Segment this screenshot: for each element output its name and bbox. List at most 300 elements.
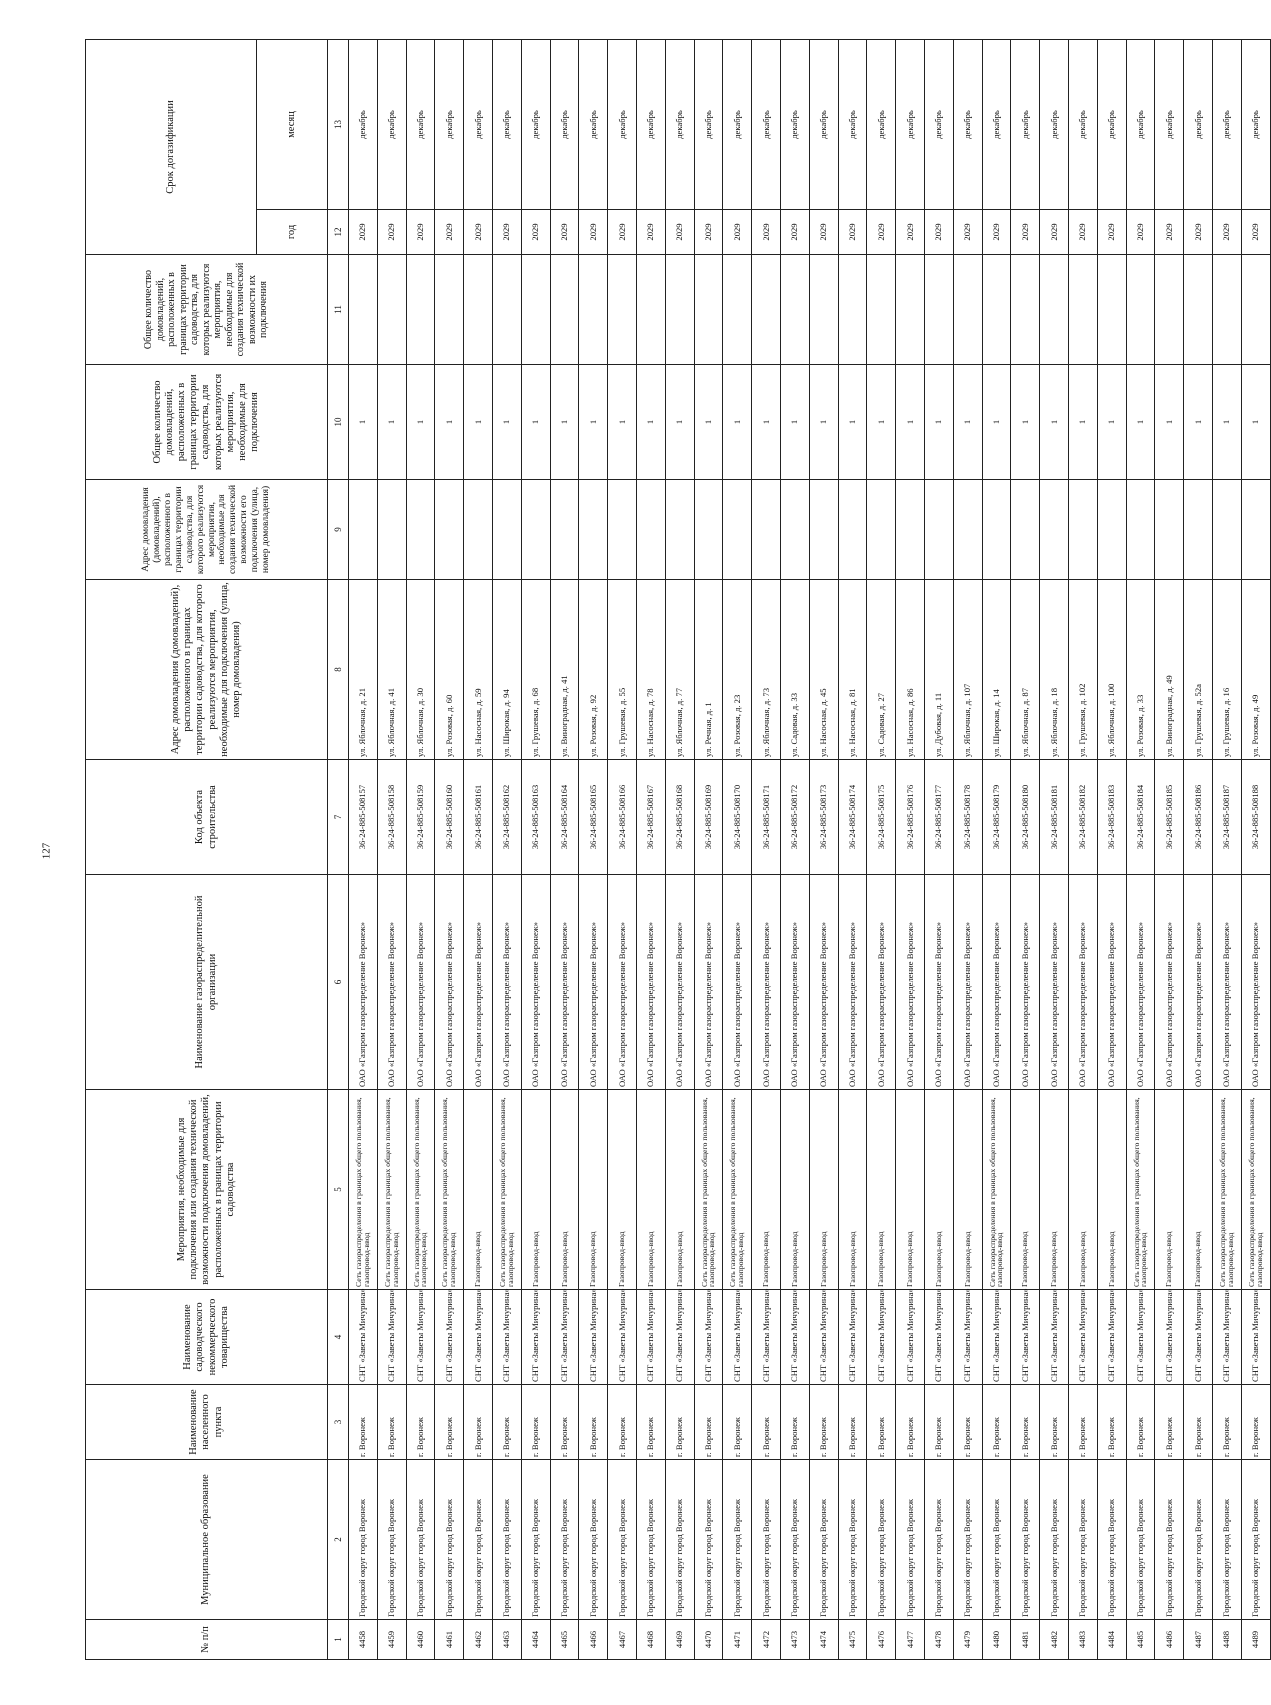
table-header — [86, 39, 349, 1659]
cell-object-code: 36-24-885-508157 — [349, 760, 378, 875]
cell-number: 4483 — [1068, 1620, 1097, 1660]
cell-object-code: 36-24-885-508169 — [694, 760, 723, 875]
cell-gas-org: ОАО «Газпром газораспределение Воронеж» — [665, 875, 694, 1090]
cell-event: Газопровод-ввод — [665, 1090, 694, 1290]
cell-gas-org: ОАО «Газпром газораспределение Воронеж» — [636, 875, 665, 1090]
cell-count-tech — [838, 255, 867, 365]
cell-settlement: г. Воронеж — [1212, 1385, 1241, 1460]
cell-number: 4467 — [608, 1620, 637, 1660]
cell-month: декабрь — [1155, 39, 1184, 209]
cell-settlement: г. Воронеж — [464, 1385, 493, 1460]
cell-year: 2029 — [377, 210, 406, 255]
cell-address: ул. Насосная, д. 45 — [809, 580, 838, 760]
cell-object-code: 36-24-885-508168 — [665, 760, 694, 875]
cell-address: ул. Яблочная, д. 41 — [377, 580, 406, 760]
cell-count-tech — [1155, 255, 1184, 365]
cell-settlement: г. Воронеж — [1097, 1385, 1126, 1460]
cell-municipality: Городской округ город Воронеж — [1184, 1460, 1213, 1620]
cell-count-tech — [982, 255, 1011, 365]
cell-count-tech — [1184, 255, 1213, 365]
cell-month: декабрь — [896, 39, 925, 209]
cell-count-tech — [579, 255, 608, 365]
cell-gas-org: ОАО «Газпром газораспределение Воронеж» — [723, 875, 752, 1090]
cell-object-code: 36-24-885-508184 — [1126, 760, 1155, 875]
cell-settlement: г. Воронеж — [1040, 1385, 1069, 1460]
table-row — [636, 39, 665, 1659]
cell-event: Сеть газораспределения в границах общего пользования, газопровод-ввод — [406, 1090, 435, 1290]
cell-event: Газопровод-ввод — [924, 1090, 953, 1290]
cell-municipality: Городской округ город Воронеж — [665, 1460, 694, 1620]
cell-count-connection: 1 — [867, 365, 896, 480]
cell-count-tech — [636, 255, 665, 365]
cell-municipality: Городской округ город Воронеж — [1097, 1460, 1126, 1620]
cell-number: 4474 — [809, 1620, 838, 1660]
table-row — [665, 39, 694, 1659]
cell-count-connection: 1 — [406, 365, 435, 480]
cell-gas-org: ОАО «Газпром газораспределение Воронеж» — [521, 875, 550, 1090]
cell-count-tech — [550, 255, 579, 365]
cell-address: ул. Широкая, д. 94 — [492, 580, 521, 760]
cell-count-tech — [1241, 255, 1270, 365]
cell-address-tech — [464, 480, 493, 580]
table-row — [1126, 39, 1155, 1659]
cell-settlement: г. Воронеж — [1241, 1385, 1270, 1460]
cell-object-code: 36-24-885-508162 — [492, 760, 521, 875]
cell-object-code: 36-24-885-508179 — [982, 760, 1011, 875]
cell-address: ул. Насосная, д. 81 — [838, 580, 867, 760]
table-row — [896, 39, 925, 1659]
cell-settlement: г. Воронеж — [608, 1385, 637, 1460]
rotated-table-container — [85, 40, 1264, 1660]
cell-address: ул. Виноградная, д. 41 — [550, 580, 579, 760]
column-number: 7 — [328, 760, 349, 875]
cell-object-code: 36-24-885-508187 — [1212, 760, 1241, 875]
cell-snt: СНТ «Заветы Мичурина» — [492, 1290, 521, 1385]
cell-object-code: 36-24-885-508177 — [924, 760, 953, 875]
cell-object-code: 36-24-885-508163 — [521, 760, 550, 875]
cell-year: 2029 — [1040, 210, 1069, 255]
column-number: 4 — [328, 1290, 349, 1385]
cell-year: 2029 — [636, 210, 665, 255]
cell-address: ул. Грушевая, д. 52а — [1184, 580, 1213, 760]
cell-address-tech — [1011, 480, 1040, 580]
cell-snt: СНТ «Заветы Мичурина» — [752, 1290, 781, 1385]
cell-event: Сеть газораспределения в границах общего пользования, газопровод-ввод — [1241, 1090, 1270, 1290]
cell-year: 2029 — [953, 210, 982, 255]
cell-event: Сеть газораспределения в границах общего пользования, газопровод-ввод — [1126, 1090, 1155, 1290]
table-row — [982, 39, 1011, 1659]
cell-settlement: г. Воронеж — [982, 1385, 1011, 1460]
cell-object-code: 36-24-885-508166 — [608, 760, 637, 875]
cell-number: 4460 — [406, 1620, 435, 1660]
cell-address-tech — [752, 480, 781, 580]
cell-year: 2029 — [492, 210, 521, 255]
cell-object-code: 36-24-885-508185 — [1155, 760, 1184, 875]
cell-address: ул. Яблочная, д. 73 — [752, 580, 781, 760]
cell-year: 2029 — [521, 210, 550, 255]
cell-count-connection: 1 — [809, 365, 838, 480]
cell-address: ул. Яблочная, д. 77 — [665, 580, 694, 760]
cell-address: ул. Грушевая, д. 16 — [1212, 580, 1241, 760]
column-number: 12 — [328, 210, 349, 255]
cell-address: ул. Грушевая, д. 68 — [521, 580, 550, 760]
cell-count-connection: 1 — [1068, 365, 1097, 480]
header-col-1: № п/п — [86, 1620, 328, 1660]
cell-month: декабрь — [349, 39, 378, 209]
cell-settlement: г. Воронеж — [896, 1385, 925, 1460]
cell-address: ул. Яблочная, д. 21 — [349, 580, 378, 760]
cell-snt: СНТ «Заветы Мичурина» — [924, 1290, 953, 1385]
cell-settlement: г. Воронеж — [636, 1385, 665, 1460]
cell-month: декабрь — [1097, 39, 1126, 209]
cell-month: декабрь — [1184, 39, 1213, 209]
cell-municipality: Городской округ город Воронеж — [349, 1460, 378, 1620]
cell-object-code: 36-24-885-508165 — [579, 760, 608, 875]
cell-address-tech — [896, 480, 925, 580]
cell-gas-org: ОАО «Газпром газораспределение Воронеж» — [1040, 875, 1069, 1090]
cell-gas-org: ОАО «Газпром газораспределение Воронеж» — [752, 875, 781, 1090]
table-row — [377, 39, 406, 1659]
cell-count-connection: 1 — [550, 365, 579, 480]
cell-month: декабрь — [492, 39, 521, 209]
cell-event: Сеть газораспределения в границах общего пользования, газопровод-ввод — [982, 1090, 1011, 1290]
cell-snt: СНТ «Заветы Мичурина» — [377, 1290, 406, 1385]
column-number: 9 — [328, 480, 349, 580]
cell-number: 4465 — [550, 1620, 579, 1660]
cell-address: ул. Садовая, д. 27 — [867, 580, 896, 760]
cell-count-tech — [867, 255, 896, 365]
cell-address-tech — [1097, 480, 1126, 580]
cell-address: ул. Розовая, д. 92 — [579, 580, 608, 760]
cell-municipality: Городской округ город Воронеж — [694, 1460, 723, 1620]
cell-snt: СНТ «Заветы Мичурина» — [953, 1290, 982, 1385]
cell-count-tech — [896, 255, 925, 365]
cell-address-tech — [349, 480, 378, 580]
header-col-5: Мероприятия, необходимые для подключения или создания технической возможности подключения домовладений, расположенных в границах территории садоводства — [86, 1090, 328, 1290]
cell-address: ул. Розовая, д. 23 — [723, 580, 752, 760]
cell-number: 4479 — [953, 1620, 982, 1660]
cell-snt: СНТ «Заветы Мичурина» — [579, 1290, 608, 1385]
cell-address: ул. Грушевая, д. 102 — [1068, 580, 1097, 760]
column-number: 3 — [328, 1385, 349, 1460]
cell-settlement: г. Воронеж — [924, 1385, 953, 1460]
cell-event: Сеть газораспределения в границах общего пользования, газопровод-ввод — [492, 1090, 521, 1290]
cell-address-tech — [1040, 480, 1069, 580]
cell-address-tech — [636, 480, 665, 580]
cell-number: 4462 — [464, 1620, 493, 1660]
cell-gas-org: ОАО «Газпром газораспределение Воронеж» — [809, 875, 838, 1090]
cell-object-code: 36-24-885-508171 — [752, 760, 781, 875]
cell-count-tech — [723, 255, 752, 365]
cell-year: 2029 — [1126, 210, 1155, 255]
cell-month: декабрь — [435, 39, 464, 209]
cell-municipality: Городской округ город Воронеж — [1040, 1460, 1069, 1620]
gasification-table — [85, 39, 1271, 1660]
cell-count-tech — [377, 255, 406, 365]
table-row — [521, 39, 550, 1659]
table-row — [1040, 39, 1069, 1659]
cell-month: декабрь — [924, 39, 953, 209]
cell-municipality: Городской округ город Воронеж — [1155, 1460, 1184, 1620]
cell-snt: СНТ «Заветы Мичурина» — [780, 1290, 809, 1385]
cell-object-code: 36-24-885-508170 — [723, 760, 752, 875]
cell-month: декабрь — [982, 39, 1011, 209]
cell-municipality: Городской округ город Воронеж — [809, 1460, 838, 1620]
cell-gas-org: ОАО «Газпром газораспределение Воронеж» — [406, 875, 435, 1090]
cell-count-tech — [492, 255, 521, 365]
header-col-2: Муниципальное образование — [86, 1460, 328, 1620]
cell-event: Газопровод-ввод — [1184, 1090, 1213, 1290]
cell-event: Сеть газораспределения в границах общего пользования, газопровод-ввод — [435, 1090, 464, 1290]
cell-address: ул. Насосная, д. 59 — [464, 580, 493, 760]
cell-count-connection: 1 — [377, 365, 406, 480]
table-body — [349, 39, 1271, 1659]
cell-count-tech — [1212, 255, 1241, 365]
cell-object-code: 36-24-885-508186 — [1184, 760, 1213, 875]
cell-count-tech — [953, 255, 982, 365]
cell-number: 4468 — [636, 1620, 665, 1660]
cell-object-code: 36-24-885-508167 — [636, 760, 665, 875]
cell-number: 4488 — [1212, 1620, 1241, 1660]
cell-gas-org: ОАО «Газпром газораспределение Воронеж» — [1155, 875, 1184, 1090]
cell-count-tech — [521, 255, 550, 365]
cell-count-tech — [694, 255, 723, 365]
table-row — [924, 39, 953, 1659]
cell-object-code: 36-24-885-508188 — [1241, 760, 1270, 875]
cell-month: декабрь — [636, 39, 665, 209]
cell-event: Газопровод-ввод — [752, 1090, 781, 1290]
cell-snt: СНТ «Заветы Мичурина» — [550, 1290, 579, 1385]
cell-settlement: г. Воронеж — [1184, 1385, 1213, 1460]
cell-settlement: г. Воронеж — [867, 1385, 896, 1460]
cell-address: ул. Насосная, д. 86 — [896, 580, 925, 760]
cell-gas-org: ОАО «Газпром газораспределение Воронеж» — [953, 875, 982, 1090]
cell-municipality: Городской округ город Воронеж — [1126, 1460, 1155, 1620]
cell-count-connection: 1 — [636, 365, 665, 480]
cell-snt: СНТ «Заветы Мичурина» — [435, 1290, 464, 1385]
cell-event: Сеть газораспределения в границах общего пользования, газопровод-ввод — [377, 1090, 406, 1290]
cell-event: Газопровод-ввод — [780, 1090, 809, 1290]
cell-snt: СНТ «Заветы Мичурина» — [1126, 1290, 1155, 1385]
cell-month: декабрь — [867, 39, 896, 209]
header-col-6: Наименование газораспределительной организации — [86, 875, 328, 1090]
cell-snt: СНТ «Заветы Мичурина» — [723, 1290, 752, 1385]
cell-object-code: 36-24-885-508178 — [953, 760, 982, 875]
cell-settlement: г. Воронеж — [665, 1385, 694, 1460]
column-number: 13 — [328, 39, 349, 209]
cell-municipality: Городской округ город Воронеж — [1212, 1460, 1241, 1620]
cell-settlement: г. Воронеж — [1011, 1385, 1040, 1460]
cell-municipality: Городской округ город Воронеж — [924, 1460, 953, 1620]
cell-year: 2029 — [1068, 210, 1097, 255]
header-month: месяц — [257, 39, 328, 209]
cell-address: ул. Яблочная, д. 100 — [1097, 580, 1126, 760]
cell-address: ул. Речная, д. 1 — [694, 580, 723, 760]
table-row — [492, 39, 521, 1659]
cell-municipality: Городской округ город Воронеж — [492, 1460, 521, 1620]
table-row — [349, 39, 378, 1659]
cell-municipality: Городской округ город Воронеж — [636, 1460, 665, 1620]
cell-number: 4487 — [1184, 1620, 1213, 1660]
cell-count-tech — [665, 255, 694, 365]
cell-snt: СНТ «Заветы Мичурина» — [521, 1290, 550, 1385]
table-row — [464, 39, 493, 1659]
cell-municipality: Городской округ город Воронеж — [780, 1460, 809, 1620]
cell-settlement: г. Воронеж — [838, 1385, 867, 1460]
cell-event: Газопровод-ввод — [550, 1090, 579, 1290]
cell-settlement: г. Воронеж — [406, 1385, 435, 1460]
column-number: 2 — [328, 1460, 349, 1620]
cell-object-code: 36-24-885-508173 — [809, 760, 838, 875]
cell-address: ул. Яблочная, д. 30 — [406, 580, 435, 760]
header-col-3: Наименование населенного пункта — [86, 1385, 328, 1460]
cell-number: 4472 — [752, 1620, 781, 1660]
cell-number: 4481 — [1011, 1620, 1040, 1660]
cell-year: 2029 — [550, 210, 579, 255]
cell-address-tech — [406, 480, 435, 580]
cell-address-tech — [780, 480, 809, 580]
cell-address-tech — [867, 480, 896, 580]
cell-event: Газопровод-ввод — [809, 1090, 838, 1290]
cell-gas-org: ОАО «Газпром газораспределение Воронеж» — [1011, 875, 1040, 1090]
cell-count-connection: 1 — [752, 365, 781, 480]
cell-object-code: 36-24-885-508159 — [406, 760, 435, 875]
cell-municipality: Городской округ город Воронеж — [608, 1460, 637, 1620]
cell-month: декабрь — [1040, 39, 1069, 209]
cell-month: декабрь — [608, 39, 637, 209]
table-row — [435, 39, 464, 1659]
cell-year: 2029 — [1212, 210, 1241, 255]
cell-settlement: г. Воронеж — [521, 1385, 550, 1460]
cell-year: 2029 — [406, 210, 435, 255]
cell-month: декабрь — [752, 39, 781, 209]
cell-month: декабрь — [809, 39, 838, 209]
cell-settlement: г. Воронеж — [349, 1385, 378, 1460]
cell-gas-org: ОАО «Газпром газораспределение Воронеж» — [982, 875, 1011, 1090]
cell-number: 4473 — [780, 1620, 809, 1660]
cell-municipality: Городской округ город Воронеж — [1068, 1460, 1097, 1620]
cell-count-connection: 1 — [838, 365, 867, 480]
cell-object-code: 36-24-885-508181 — [1040, 760, 1069, 875]
cell-gas-org: ОАО «Газпром газораспределение Воронеж» — [579, 875, 608, 1090]
cell-address-tech — [953, 480, 982, 580]
cell-snt: СНТ «Заветы Мичурина» — [665, 1290, 694, 1385]
cell-month: декабрь — [579, 39, 608, 209]
cell-number: 4476 — [867, 1620, 896, 1660]
cell-gas-org: ОАО «Газпром газораспределение Воронеж» — [694, 875, 723, 1090]
table-row — [550, 39, 579, 1659]
cell-year: 2029 — [809, 210, 838, 255]
header-col-11: Общее количество домовладений, расположенных в границах территории садоводства, для которых реализуются мероприятия, необходимые для создания технической возможности их подключения — [86, 255, 328, 365]
cell-gas-org: ОАО «Газпром газораспределение Воронеж» — [1212, 875, 1241, 1090]
column-number: 1 — [328, 1620, 349, 1660]
table-row — [867, 39, 896, 1659]
cell-address: ул. Розовая, д. 49 — [1241, 580, 1270, 760]
cell-snt: СНТ «Заветы Мичурина» — [1241, 1290, 1270, 1385]
cell-address-tech — [579, 480, 608, 580]
cell-count-connection: 1 — [349, 365, 378, 480]
cell-settlement: г. Воронеж — [1126, 1385, 1155, 1460]
cell-settlement: г. Воронеж — [1068, 1385, 1097, 1460]
column-number: 6 — [328, 875, 349, 1090]
cell-settlement: г. Воронеж — [752, 1385, 781, 1460]
header-col-8: Адрес домовладения (домовладений), расположенного в границах территории садоводства, для которого реализуются мероприятия, необходимые для подключения (улица, номер домовладения) — [86, 580, 328, 760]
header-col-4: Наименование садоводческого некоммерческого товарищества — [86, 1290, 328, 1385]
cell-event: Газопровод-ввод — [953, 1090, 982, 1290]
cell-year: 2029 — [1011, 210, 1040, 255]
cell-address-tech — [1212, 480, 1241, 580]
cell-year: 2029 — [349, 210, 378, 255]
cell-settlement: г. Воронеж — [809, 1385, 838, 1460]
cell-object-code: 36-24-885-508161 — [464, 760, 493, 875]
cell-settlement: г. Воронеж — [550, 1385, 579, 1460]
cell-gas-org: ОАО «Газпром газораспределение Воронеж» — [1068, 875, 1097, 1090]
cell-count-tech — [608, 255, 637, 365]
table-row — [953, 39, 982, 1659]
cell-snt: СНТ «Заветы Мичурина» — [1212, 1290, 1241, 1385]
cell-address-tech — [492, 480, 521, 580]
cell-number: 4463 — [492, 1620, 521, 1660]
cell-count-tech — [1011, 255, 1040, 365]
cell-snt: СНТ «Заветы Мичурина» — [349, 1290, 378, 1385]
table-row — [1241, 39, 1270, 1659]
cell-object-code: 36-24-885-508176 — [896, 760, 925, 875]
cell-count-tech — [809, 255, 838, 365]
table-row — [608, 39, 637, 1659]
cell-month: декабрь — [694, 39, 723, 209]
cell-gas-org: ОАО «Газпром газораспределение Воронеж» — [896, 875, 925, 1090]
cell-count-connection: 1 — [665, 365, 694, 480]
cell-number: 4459 — [377, 1620, 406, 1660]
cell-count-connection: 1 — [1184, 365, 1213, 480]
cell-count-tech — [1126, 255, 1155, 365]
cell-object-code: 36-24-885-508158 — [377, 760, 406, 875]
cell-address-tech — [982, 480, 1011, 580]
cell-object-code: 36-24-885-508172 — [780, 760, 809, 875]
cell-year: 2029 — [694, 210, 723, 255]
cell-count-tech — [435, 255, 464, 365]
cell-number: 4469 — [665, 1620, 694, 1660]
cell-event: Газопровод-ввод — [464, 1090, 493, 1290]
cell-settlement: г. Воронеж — [723, 1385, 752, 1460]
cell-snt: СНТ «Заветы Мичурина» — [636, 1290, 665, 1385]
cell-address-tech — [1241, 480, 1270, 580]
cell-year: 2029 — [665, 210, 694, 255]
cell-settlement: г. Воронеж — [435, 1385, 464, 1460]
cell-snt: СНТ «Заветы Мичурина» — [608, 1290, 637, 1385]
table-row — [1011, 39, 1040, 1659]
cell-object-code: 36-24-885-508183 — [1097, 760, 1126, 875]
cell-count-connection: 1 — [723, 365, 752, 480]
cell-month: декабрь — [464, 39, 493, 209]
cell-snt: СНТ «Заветы Мичурина» — [406, 1290, 435, 1385]
cell-count-connection: 1 — [896, 365, 925, 480]
header-col-7: Код объекта строительства — [86, 760, 328, 875]
cell-count-connection: 1 — [1126, 365, 1155, 480]
cell-event: Газопровод-ввод — [896, 1090, 925, 1290]
cell-count-connection: 1 — [521, 365, 550, 480]
cell-number: 4486 — [1155, 1620, 1184, 1660]
table-row — [1155, 39, 1184, 1659]
cell-month: декабрь — [406, 39, 435, 209]
page-number: 127 — [40, 842, 53, 860]
cell-number: 4470 — [694, 1620, 723, 1660]
header-col-9: Адрес домовладения (домовладений), расположенного в границах территории садоводства, для которого реализуются мероприятия, необходимые для создания технической возможности его подключения (улица, номер домовладения) — [86, 480, 328, 580]
table-row — [752, 39, 781, 1659]
cell-settlement: г. Воронеж — [953, 1385, 982, 1460]
cell-snt: СНТ «Заветы Мичурина» — [867, 1290, 896, 1385]
cell-address-tech — [435, 480, 464, 580]
